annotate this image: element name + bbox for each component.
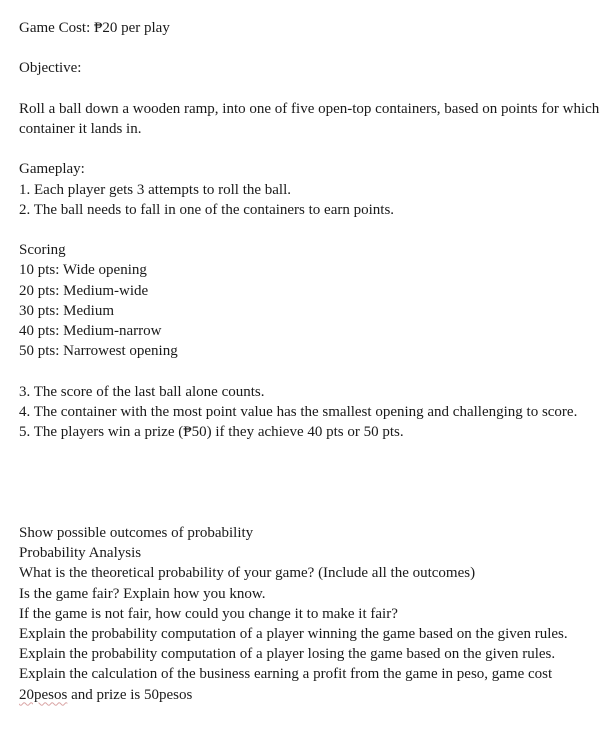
scoring-item-10: 10 pts: Wide opening <box>19 262 147 279</box>
scoring-item-40: 40 pts: Medium-narrow <box>19 322 162 339</box>
blank-line <box>19 361 611 381</box>
analysis-line-4: Is the game fair? Explain how you know. <box>19 585 266 602</box>
scoring-item-20: 20 pts: Medium-wide <box>19 282 149 299</box>
objective-text: Roll a ball down a wooden ramp, into one of five open-top containers, based on points for which container it lands in. <box>19 100 600 137</box>
blank-line <box>19 38 611 58</box>
blank-line <box>19 139 611 159</box>
analysis-line-5: If the game is not fair, how could you change it to make it fair? <box>19 605 398 622</box>
analysis-line-3: What is the theoretical probability of your game? (Include all the outcomes) <box>19 565 476 582</box>
analysis-line-6: Explain the probability computation of a player winning the game based on the given rules. <box>19 625 568 642</box>
scoring-heading: Scoring <box>19 242 66 259</box>
rule-5: 5. The players win a prize (₱50) if they achieve 40 pts or 50 pts. <box>19 423 404 440</box>
blank-line <box>19 503 611 523</box>
analysis-line-9 <box>19 685 611 705</box>
analysis-line-1: Show possible outcomes of probability <box>19 524 254 541</box>
objective-heading: Objective: <box>19 60 82 77</box>
gameplay-rule-1: 1. Each player gets 3 attempts to roll the ball. <box>19 181 292 198</box>
blank-lines <box>19 442 611 503</box>
spellcheck-flagged-word[interactable]: 20pesos <box>19 686 68 703</box>
blank-line <box>19 220 611 240</box>
game-cost-line: Game Cost: ₱20 per play <box>19 20 170 36</box>
gameplay-rule-2: 2. The ball needs to fall in one of the containers to earn points. <box>19 201 395 218</box>
analysis-line-7: Explain the probability computation of a player losing the game based on the given rules. <box>19 646 556 663</box>
analysis-line-2: Probability Analysis <box>19 545 142 562</box>
gameplay-heading: Gameplay: <box>19 161 85 178</box>
analysis-line-9-rest: and prize is 50pesos <box>67 686 193 703</box>
blank-line <box>19 79 611 99</box>
analysis-line-8: Explain the calculation of the business earning a profit from the game in peso, game cost <box>19 666 553 683</box>
rule-3: 3. The score of the last ball alone counts. <box>19 383 265 400</box>
scoring-item-30: 30 pts: Medium <box>19 302 115 319</box>
scoring-item-50: 50 pts: Narrowest opening <box>19 343 178 360</box>
rule-4: 4. The container with the most point value has the smallest opening and challenging to score. <box>19 403 578 420</box>
document-body <box>19 18 611 705</box>
